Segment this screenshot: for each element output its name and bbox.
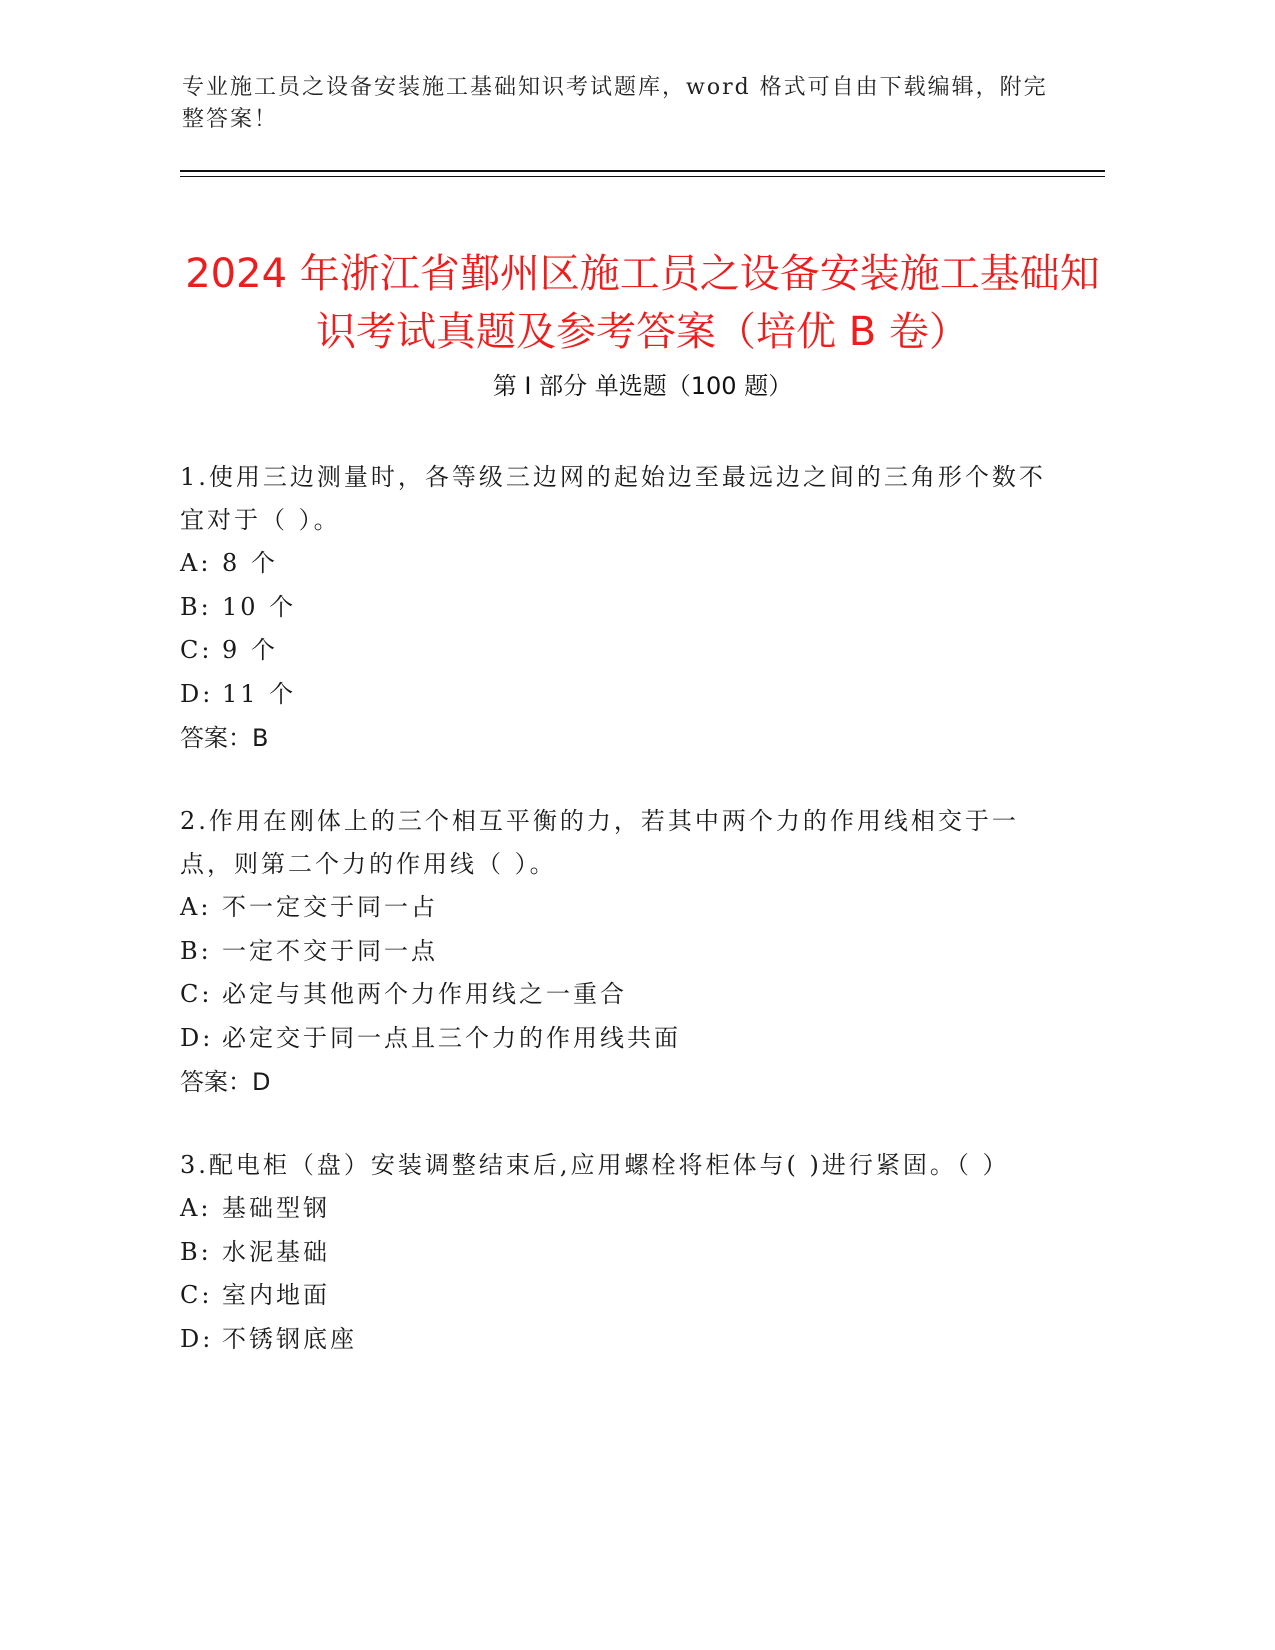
option-text: 不一定交于同一占 xyxy=(222,893,438,921)
option-a xyxy=(180,1187,1060,1231)
question-stem: 1.使用三边测量时，各等级三边网的起始边至最远边之间的三角形个数不宜对于（ ）。 xyxy=(180,463,1046,534)
option-letter: B: xyxy=(180,1237,212,1266)
option-b xyxy=(180,1231,1060,1275)
option-a xyxy=(180,542,1060,586)
option-text: 不锈钢底座 xyxy=(222,1324,357,1353)
option-letter: A: xyxy=(180,549,212,577)
option-c xyxy=(180,629,1060,673)
option-text: 水泥基础 xyxy=(222,1237,330,1266)
option-letter: C: xyxy=(180,636,213,664)
option-letter: D: xyxy=(180,1324,214,1353)
option-text: 8 个 xyxy=(222,549,278,577)
option-a xyxy=(180,886,1060,930)
option-text: 必定交于同一点且三个力的作用线共面 xyxy=(222,1023,681,1052)
option-text: 基础型钢 xyxy=(222,1194,330,1222)
option-letter: A: xyxy=(180,1194,212,1222)
option-text: 一定不交于同一点 xyxy=(222,936,438,965)
option-letter: B: xyxy=(180,592,212,621)
header-note: 专业施工员之设备安装施工基础知识考试题库，word 格式可自由下载编辑，附完整答案！ xyxy=(182,75,1048,132)
option-text: 室内地面 xyxy=(222,1281,330,1309)
option-letter: A: xyxy=(180,893,212,921)
section-heading: 第 I 部分 单选题（100 题） xyxy=(492,372,793,400)
question-list xyxy=(180,456,1060,1401)
option-c xyxy=(180,973,1060,1017)
header-divider-thin xyxy=(180,176,1105,177)
option-d xyxy=(180,1318,1060,1362)
option-d xyxy=(180,673,1060,717)
option-b xyxy=(180,930,1060,974)
header-divider-thick xyxy=(180,170,1105,172)
option-text: 11 个 xyxy=(222,679,297,708)
question-1 xyxy=(180,456,1060,760)
answer-line: 答案：D xyxy=(180,1068,271,1096)
option-letter: D: xyxy=(180,1023,214,1052)
option-letter: C: xyxy=(180,1281,213,1309)
question-stem: 2.作用在刚体上的三个相互平衡的力，若其中两个力的作用线相交于一点，则第二个力的作用线（ ）。 xyxy=(180,807,1019,878)
option-d xyxy=(180,1017,1060,1061)
answer-line: 答案：B xyxy=(180,724,269,752)
option-text: 必定与其他两个力作用线之一重合 xyxy=(222,980,627,1008)
question-stem: 3.配电柜（盘）安装调整结束后,应用螺栓将柜体与( )进行紧固。（ ） xyxy=(180,1151,1010,1179)
question-3 xyxy=(180,1144,1060,1361)
option-letter: C: xyxy=(180,980,213,1008)
option-b xyxy=(180,586,1060,630)
question-2 xyxy=(180,800,1060,1104)
document-title: 2024 年浙江省鄞州区施工员之设备安装施工基础知识考试真题及参考答案（培优 B 卷） xyxy=(185,250,1100,355)
option-letter: D: xyxy=(180,679,214,708)
option-text: 9 个 xyxy=(222,636,278,664)
option-letter: B: xyxy=(180,936,212,965)
option-c xyxy=(180,1274,1060,1318)
option-text: 10 个 xyxy=(222,592,297,621)
